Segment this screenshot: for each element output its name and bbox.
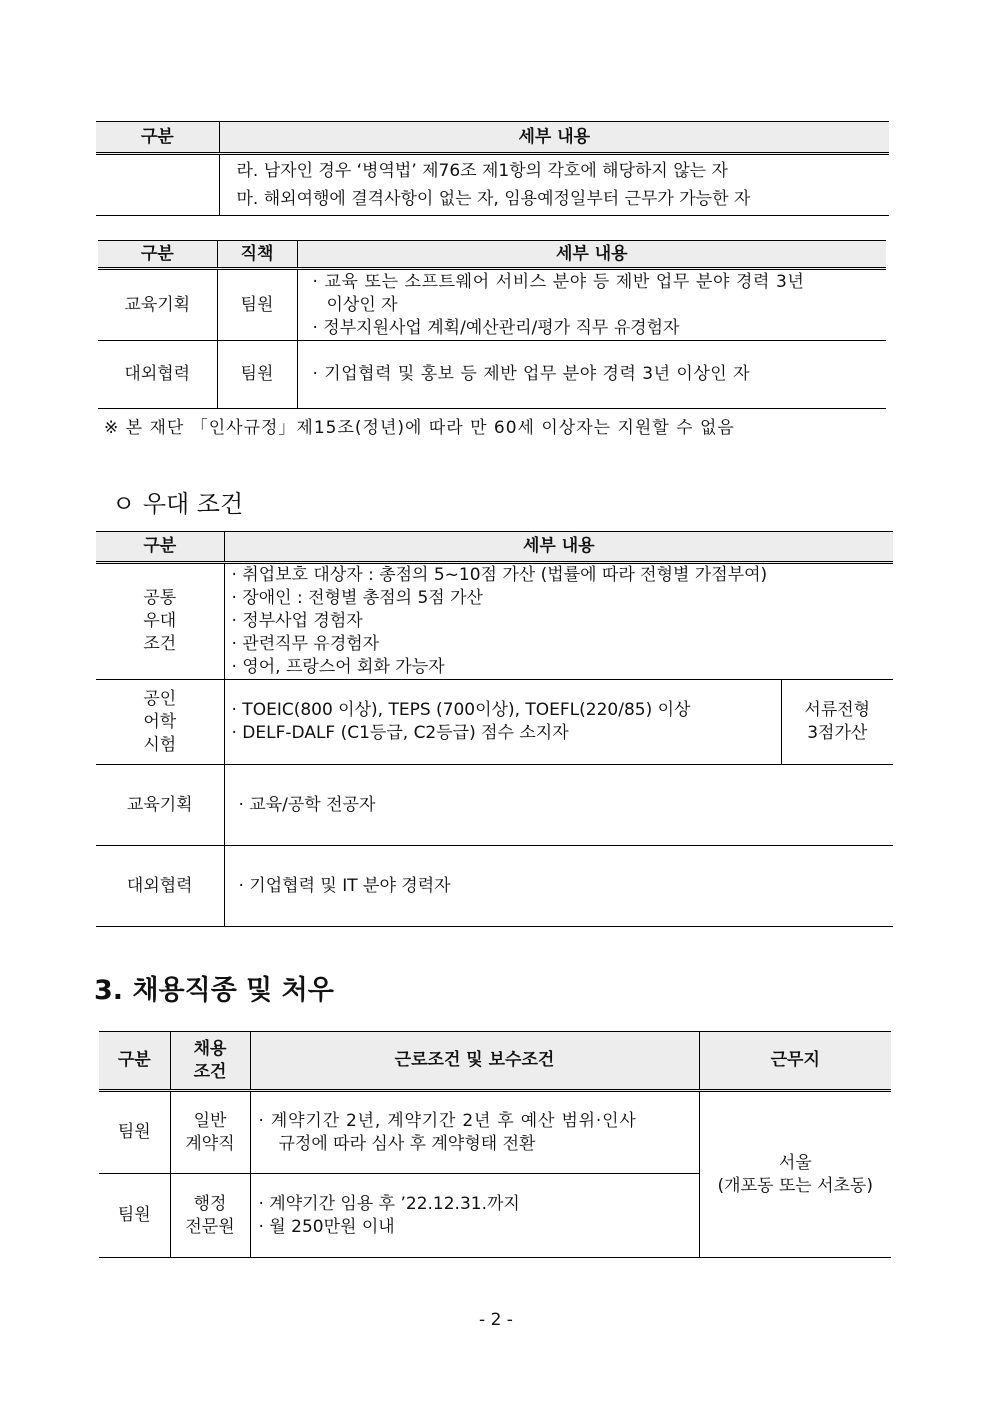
category-cell <box>96 680 224 765</box>
bonus-cell <box>781 680 893 765</box>
detail-line: · 취업보호 대상자 : 총점의 5~10점 가산 (법률에 따라 전형별 가점부여) <box>231 565 768 585</box>
table-row <box>96 765 893 846</box>
condition-line: 전문원 <box>185 1216 235 1237</box>
section-title-employment: 3. 채용직종 및 처우 <box>94 975 334 1006</box>
category-line: 공통 <box>143 588 177 608</box>
terms-line: 규정에 따라 심사 후 계약형태 전환 <box>278 1133 536 1154</box>
qualification-table-continued <box>96 121 889 216</box>
detail-cell <box>224 846 893 927</box>
table-header-row <box>96 532 893 563</box>
detail-cell <box>224 563 893 680</box>
detail-line: · 교육/공학 전공자 <box>238 794 376 815</box>
position-cell: 팀원 <box>217 269 297 341</box>
condition-line: 행정 <box>193 1193 227 1214</box>
table-row <box>99 1091 891 1174</box>
position-cell: 팀원 <box>217 341 297 409</box>
header-detail: 세부 내용 <box>219 122 889 154</box>
terms-cell <box>250 1174 699 1258</box>
header-location: 근무지 <box>699 1032 891 1091</box>
detail-line: · 관련직무 유경험자 <box>231 634 380 654</box>
detail-line: · 교육 또는 소프트웨어 서비스 분야 등 제반 업무 분야 경력 3년 <box>312 271 805 292</box>
condition-cell <box>170 1091 250 1174</box>
detail-line: 라. 남자인 경우 ‘병역법’ 제76조 제1항의 각호에 해당하지 않는 자 <box>236 161 728 181</box>
table-row <box>96 846 893 927</box>
table-row <box>98 269 886 341</box>
position-requirements-table <box>98 240 886 409</box>
header-position: 직책 <box>217 241 297 269</box>
detail-cell <box>297 341 886 409</box>
header-detail: 세부 내용 <box>224 532 893 563</box>
location-cell <box>699 1091 891 1258</box>
preference-table <box>96 531 893 927</box>
location-line: 서울 <box>778 1152 812 1173</box>
header-detail: 세부 내용 <box>297 241 886 269</box>
category-cell <box>96 154 219 216</box>
category-cell: 대외협력 <box>98 341 217 409</box>
category-cell <box>96 846 224 927</box>
table-header-row <box>98 241 886 269</box>
header-condition-line: 채용 <box>193 1038 227 1059</box>
detail-line: · 정부사업 경험자 <box>231 611 363 631</box>
table-header-row <box>99 1032 891 1091</box>
category-line: 시험 <box>143 734 177 755</box>
condition-line: 계약직 <box>185 1133 235 1154</box>
category-line: 어학 <box>143 711 177 732</box>
detail-line: · 영어, 프랑스어 회화 가능자 <box>231 657 445 677</box>
table-row <box>96 154 889 216</box>
detail-line: 이상인 자 <box>326 294 398 315</box>
page-number: - 2 - <box>479 1310 513 1330</box>
category-line: 공인 <box>143 688 177 709</box>
detail-cell <box>219 154 889 216</box>
header-condition <box>170 1032 250 1091</box>
location-line: (개포동 또는 서초동) <box>717 1175 873 1196</box>
category-cell <box>96 765 224 846</box>
age-limit-note: ※ 본 재단 「인사규정」제15조(정년)에 따라 만 60세 이상자는 지원할 수 없음 <box>104 418 735 438</box>
detail-cell <box>224 680 781 765</box>
bonus-line: 서류전형 <box>804 700 871 720</box>
header-category: 구분 <box>98 241 217 269</box>
section-title-preference: ㅇ 우대 조건 <box>112 490 244 518</box>
terms-cell <box>250 1091 699 1174</box>
table-row <box>96 680 893 765</box>
detail-cell <box>224 765 893 846</box>
header-condition-line: 조건 <box>193 1061 227 1082</box>
detail-line: · TOEIC(800 이상), TEPS (700이상), TOEFL(220/85) 이상 <box>231 700 691 720</box>
detail-line: · 기업협력 및 홍보 등 제반 업무 분야 경력 3년 이상인 자 <box>312 364 751 384</box>
bonus-line: 3점가산 <box>807 723 868 743</box>
table-row <box>96 563 893 680</box>
category-cell: 팀원 <box>99 1091 170 1174</box>
table-row <box>98 341 886 409</box>
header-category: 구분 <box>99 1032 170 1091</box>
detail-line: · 기업협력 및 IT 분야 경력자 <box>238 875 451 896</box>
table-header-row <box>96 122 889 154</box>
header-category: 구분 <box>96 532 224 563</box>
detail-line: · 정부지원사업 계획/예산관리/평가 직무 유경험자 <box>312 317 680 338</box>
employment-conditions-table <box>99 1031 891 1258</box>
condition-cell <box>170 1174 250 1258</box>
terms-line: · 계약기간 임용 후 ’22.12.31.까지 <box>258 1193 520 1214</box>
category-cell: 팀원 <box>99 1174 170 1258</box>
terms-line: · 월 250만원 이내 <box>258 1216 395 1237</box>
header-terms: 근로조건 및 보수조건 <box>250 1032 699 1091</box>
detail-line: · 장애인 : 전형별 총점의 5점 가산 <box>231 588 483 608</box>
detail-cell <box>297 269 886 341</box>
detail-line: · DELF-DALF (C1등급, C2등급) 점수 소지자 <box>231 723 569 743</box>
category-line: 교육기획 <box>126 794 193 815</box>
category-cell <box>96 563 224 680</box>
terms-line: · 계약기간 2년, 계약기간 2년 후 예산 범위·인사 <box>258 1110 637 1131</box>
header-category: 구분 <box>96 122 219 154</box>
category-line: 대외협력 <box>126 875 193 896</box>
condition-line: 일반 <box>193 1110 227 1131</box>
detail-line: 마. 해외여행에 결격사항이 없는 자, 임용예정일부터 근무가 가능한 자 <box>236 189 751 209</box>
category-cell: 교육기획 <box>98 269 217 341</box>
category-line: 조건 <box>143 634 177 654</box>
category-line: 우대 <box>143 611 177 631</box>
